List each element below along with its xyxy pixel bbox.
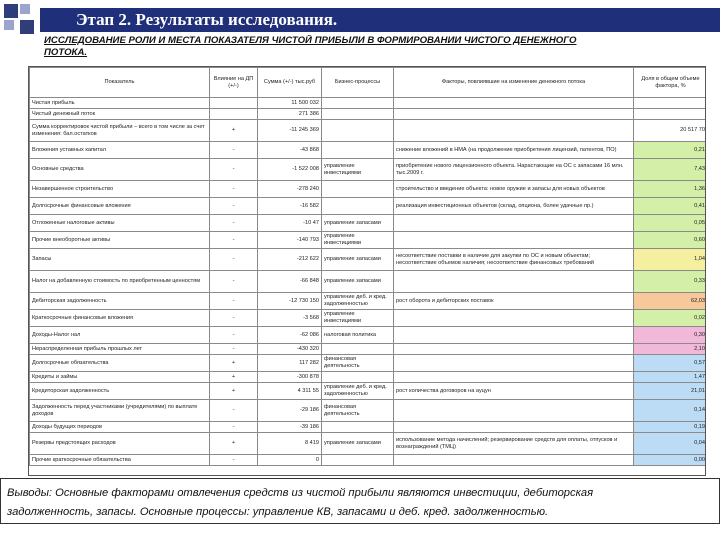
header-process: Бизнес-процессы bbox=[322, 68, 394, 98]
cell-factor: реализация инвестиционных объектов (склад, опциона, более удачные пр.) bbox=[394, 198, 634, 215]
cell-indicator: Налог на добавленную стоимость по приобретенным ценностям bbox=[30, 271, 210, 293]
cell-influence: + bbox=[210, 355, 258, 372]
cell-indicator: Дебиторская задолженность bbox=[30, 293, 210, 310]
cell-factor bbox=[394, 215, 634, 232]
table-row bbox=[30, 181, 707, 198]
cell-process: управление инвестициями bbox=[322, 159, 394, 181]
cell-factor bbox=[394, 344, 634, 355]
cell-indicator: Задолженность перед участниками (учредителями) по выплате доходов bbox=[30, 400, 210, 422]
cell-factor: строительство и введение объекта: новое оружие и запасы для новых объектов bbox=[394, 181, 634, 198]
cell-process: управление инвестициями bbox=[322, 232, 394, 249]
cell-indicator: Прочие внеоборотные активы bbox=[30, 232, 210, 249]
cell-process bbox=[322, 109, 394, 120]
table-row bbox=[30, 215, 707, 232]
cell-share: 2,10 bbox=[634, 344, 707, 355]
cell-influence: - bbox=[210, 344, 258, 355]
cell-factor: использование метода начислений; резервирование средств для оплаты, отпусков и вознаграждений (ТМЦ) bbox=[394, 433, 634, 455]
cell-indicator: Краткосрочные финансовые вложения bbox=[30, 310, 210, 327]
cell-process bbox=[322, 344, 394, 355]
cell-share: 20 517 70 bbox=[634, 120, 707, 142]
cell-indicator: Отложенные налоговые активы bbox=[30, 215, 210, 232]
cell-influence: - bbox=[210, 215, 258, 232]
cell-sum: -10 47 bbox=[258, 215, 322, 232]
table-row bbox=[30, 383, 707, 400]
cell-influence: + bbox=[210, 433, 258, 455]
cell-sum: 271 386 bbox=[258, 109, 322, 120]
table-row bbox=[30, 109, 707, 120]
conclusion-line-2: задолженность, запасы. Основные процессы: управление КВ, запасами и деб. кред. задолженностью. bbox=[7, 506, 549, 518]
table-row bbox=[30, 98, 707, 109]
table-row bbox=[30, 120, 707, 142]
cell-sum: 8 419 bbox=[258, 433, 322, 455]
cell-process bbox=[322, 422, 394, 433]
cell-indicator: Долгосрочные финансовые вложения bbox=[30, 198, 210, 215]
cell-sum: -1 522 008 bbox=[258, 159, 322, 181]
table-row bbox=[30, 249, 707, 271]
cell-indicator: Основные средства bbox=[30, 159, 210, 181]
subtitle-line-1: ИССЛЕДОВАНИЕ РОЛИ И МЕСТА ПОКАЗАТЕЛЯ ЧИСТОЙ ПРИБЫЛИ В ФОРМИРОВАНИИ ЧИСТОГО ДЕНЕЖНОГО bbox=[44, 35, 577, 46]
slide-title: Этап 2. Результаты исследования. bbox=[40, 8, 720, 32]
conclusion-box bbox=[0, 478, 720, 524]
cell-influence: + bbox=[210, 383, 258, 400]
table-row bbox=[30, 142, 707, 159]
table-row bbox=[30, 433, 707, 455]
cell-process bbox=[322, 198, 394, 215]
cell-influence: - bbox=[210, 310, 258, 327]
table-row bbox=[30, 372, 707, 383]
cell-process bbox=[322, 142, 394, 159]
cell-sum: -29 186 bbox=[258, 400, 322, 422]
cell-factor bbox=[394, 455, 634, 466]
cell-share: 0,14 bbox=[634, 400, 707, 422]
cell-share: 0,02 bbox=[634, 310, 707, 327]
table-row bbox=[30, 455, 707, 466]
table-row bbox=[30, 159, 707, 181]
cell-factor bbox=[394, 120, 634, 142]
cell-indicator: Долгосрочные обязательства bbox=[30, 355, 210, 372]
cell-sum: 11 500 032 bbox=[258, 98, 322, 109]
cell-process: финансовая деятельность bbox=[322, 355, 394, 372]
cell-share: 1,36 bbox=[634, 181, 707, 198]
cell-share: 0,04 bbox=[634, 433, 707, 455]
cell-share: 7,43 bbox=[634, 159, 707, 181]
subtitle-line-2: ПОТОКА. bbox=[44, 47, 88, 58]
cell-factor bbox=[394, 355, 634, 372]
cell-share bbox=[634, 98, 707, 109]
cell-process: управление запасами bbox=[322, 271, 394, 293]
cell-share: 0,57 bbox=[634, 355, 707, 372]
cell-influence: - bbox=[210, 293, 258, 310]
table-row bbox=[30, 310, 707, 327]
cell-influence: - bbox=[210, 232, 258, 249]
cell-sum: -278 240 bbox=[258, 181, 322, 198]
cell-factor bbox=[394, 271, 634, 293]
cell-sum: -140 793 bbox=[258, 232, 322, 249]
cell-influence: - bbox=[210, 327, 258, 344]
corner-square bbox=[20, 4, 30, 14]
cell-sum: -430 320 bbox=[258, 344, 322, 355]
cell-indicator: Доходы-Налог нал bbox=[30, 327, 210, 344]
cell-share: 0,33 bbox=[634, 271, 707, 293]
table-header-row bbox=[30, 68, 707, 98]
table-row bbox=[30, 400, 707, 422]
cell-sum: -16 582 bbox=[258, 198, 322, 215]
table-row bbox=[30, 198, 707, 215]
cell-process: управление запасами bbox=[322, 215, 394, 232]
table-row bbox=[30, 355, 707, 372]
slide-subtitle bbox=[44, 35, 720, 59]
cell-indicator: Доходы будущих периодов bbox=[30, 422, 210, 433]
table-row bbox=[30, 422, 707, 433]
header-influence: Влияние на ДП (+/-) bbox=[210, 68, 258, 98]
cell-process: управление запасами bbox=[322, 249, 394, 271]
cell-sum: -43 868 bbox=[258, 142, 322, 159]
cell-indicator: Вложения уставных капитал bbox=[30, 142, 210, 159]
cell-indicator: Резервы предстоящих расходов bbox=[30, 433, 210, 455]
cell-factor: приобретение нового лицензионного объекта. Нарастающие на ОС с запасами 16 млн. тыс.2009 г. bbox=[394, 159, 634, 181]
header-share: Доля в общем объеме фактора, % bbox=[634, 68, 707, 98]
cell-share: 1,47 bbox=[634, 372, 707, 383]
cell-share: 1,04 bbox=[634, 249, 707, 271]
cell-factor bbox=[394, 232, 634, 249]
header-factors: Факторы, повлиявшие на изменение денежного потока bbox=[394, 68, 634, 98]
header-sum: Сумма (+/-) тыс.руб bbox=[258, 68, 322, 98]
cell-indicator: Незавершенное строительство bbox=[30, 181, 210, 198]
cell-influence: - bbox=[210, 249, 258, 271]
table-row bbox=[30, 327, 707, 344]
cell-process: управление деб. и кред. задолженностью bbox=[322, 293, 394, 310]
cell-factor: несоответствие поставки в наличие для закупки по ОС и новым объектам; несоответствие объемов наличия; несоответствие финансовых требований bbox=[394, 249, 634, 271]
cell-factor: рост количества договоров на ауцун bbox=[394, 383, 634, 400]
cell-process: управление инвестициями bbox=[322, 310, 394, 327]
cell-process bbox=[322, 372, 394, 383]
cell-share: 21,01 bbox=[634, 383, 707, 400]
cell-influence: - bbox=[210, 181, 258, 198]
corner-square bbox=[20, 20, 34, 34]
cell-share: 0,05 bbox=[634, 215, 707, 232]
cell-sum: 4 311 55 bbox=[258, 383, 322, 400]
cell-share: 62,03 bbox=[634, 293, 707, 310]
cell-factor bbox=[394, 310, 634, 327]
cell-influence: - bbox=[210, 455, 258, 466]
cell-factor: рост оборота и дебиторских поставок bbox=[394, 293, 634, 310]
cell-sum: -39 186 bbox=[258, 422, 322, 433]
cell-influence: - bbox=[210, 198, 258, 215]
cell-process: управление запасами bbox=[322, 433, 394, 455]
cell-sum: -212 622 bbox=[258, 249, 322, 271]
cell-factor bbox=[394, 98, 634, 109]
cell-indicator: Кредиторская задолженность bbox=[30, 383, 210, 400]
cell-influence: - bbox=[210, 159, 258, 181]
cell-influence: - bbox=[210, 400, 258, 422]
cell-factor bbox=[394, 372, 634, 383]
cell-sum: 117 282 bbox=[258, 355, 322, 372]
cell-sum: -11 245 369 bbox=[258, 120, 322, 142]
cell-share: 0,41 bbox=[634, 198, 707, 215]
cell-process bbox=[322, 181, 394, 198]
cell-influence bbox=[210, 109, 258, 120]
cell-sum: -12 730 150 bbox=[258, 293, 322, 310]
table-row bbox=[30, 293, 707, 310]
cell-factor bbox=[394, 327, 634, 344]
cell-share bbox=[634, 109, 707, 120]
cell-process: налоговая политика bbox=[322, 327, 394, 344]
cell-process: финансовая деятельность bbox=[322, 400, 394, 422]
cell-process bbox=[322, 98, 394, 109]
spreadsheet-table bbox=[28, 66, 706, 476]
cell-indicator: Чистый денежный поток bbox=[30, 109, 210, 120]
cell-process bbox=[322, 455, 394, 466]
cell-influence bbox=[210, 98, 258, 109]
table-row bbox=[30, 271, 707, 293]
cell-indicator: Нераспределенная прибыль прошлых лет bbox=[30, 344, 210, 355]
cell-share: 0,21 bbox=[634, 142, 707, 159]
cell-influence: - bbox=[210, 142, 258, 159]
cell-share: 0,00 bbox=[634, 455, 707, 466]
conclusion-line-1: Выводы: Основные факторами отвлечения средств из чистой прибыли являются инвестиции, дебиторская bbox=[7, 487, 594, 499]
cell-indicator: Прочие краткосрочные обязательства bbox=[30, 455, 210, 466]
cell-indicator: Сумма корректировок чистой прибыли – всего в том числе за счет изменения: бал.остатков bbox=[30, 120, 210, 142]
cell-sum: -300 878 bbox=[258, 372, 322, 383]
cell-process: управление деб. и кред. задолженностью bbox=[322, 383, 394, 400]
cell-indicator: Запасы bbox=[30, 249, 210, 271]
corner-square bbox=[4, 20, 14, 30]
cell-indicator: Кредиты и займы bbox=[30, 372, 210, 383]
header-indicator: Показатель bbox=[30, 68, 210, 98]
table-row bbox=[30, 232, 707, 249]
table-body bbox=[30, 98, 707, 466]
cell-share: 0,60 bbox=[634, 232, 707, 249]
cell-factor bbox=[394, 422, 634, 433]
cell-process bbox=[322, 120, 394, 142]
cell-share: 0,19 bbox=[634, 422, 707, 433]
cell-share: 0,30 bbox=[634, 327, 707, 344]
cell-factor: снижение вложений в НМА (на продолжение приобретения лицензий, патентов, ПО) bbox=[394, 142, 634, 159]
cell-factor bbox=[394, 400, 634, 422]
cell-sum: -66 848 bbox=[258, 271, 322, 293]
cell-indicator: Чистая прибыль bbox=[30, 98, 210, 109]
cell-influence: + bbox=[210, 372, 258, 383]
cell-factor bbox=[394, 109, 634, 120]
cell-sum: -3 568 bbox=[258, 310, 322, 327]
cell-influence: - bbox=[210, 422, 258, 433]
table-row bbox=[30, 344, 707, 355]
corner-square bbox=[4, 4, 18, 18]
cell-influence: + bbox=[210, 120, 258, 142]
cell-sum: -62 086 bbox=[258, 327, 322, 344]
cell-influence: - bbox=[210, 271, 258, 293]
cell-sum: 0 bbox=[258, 455, 322, 466]
